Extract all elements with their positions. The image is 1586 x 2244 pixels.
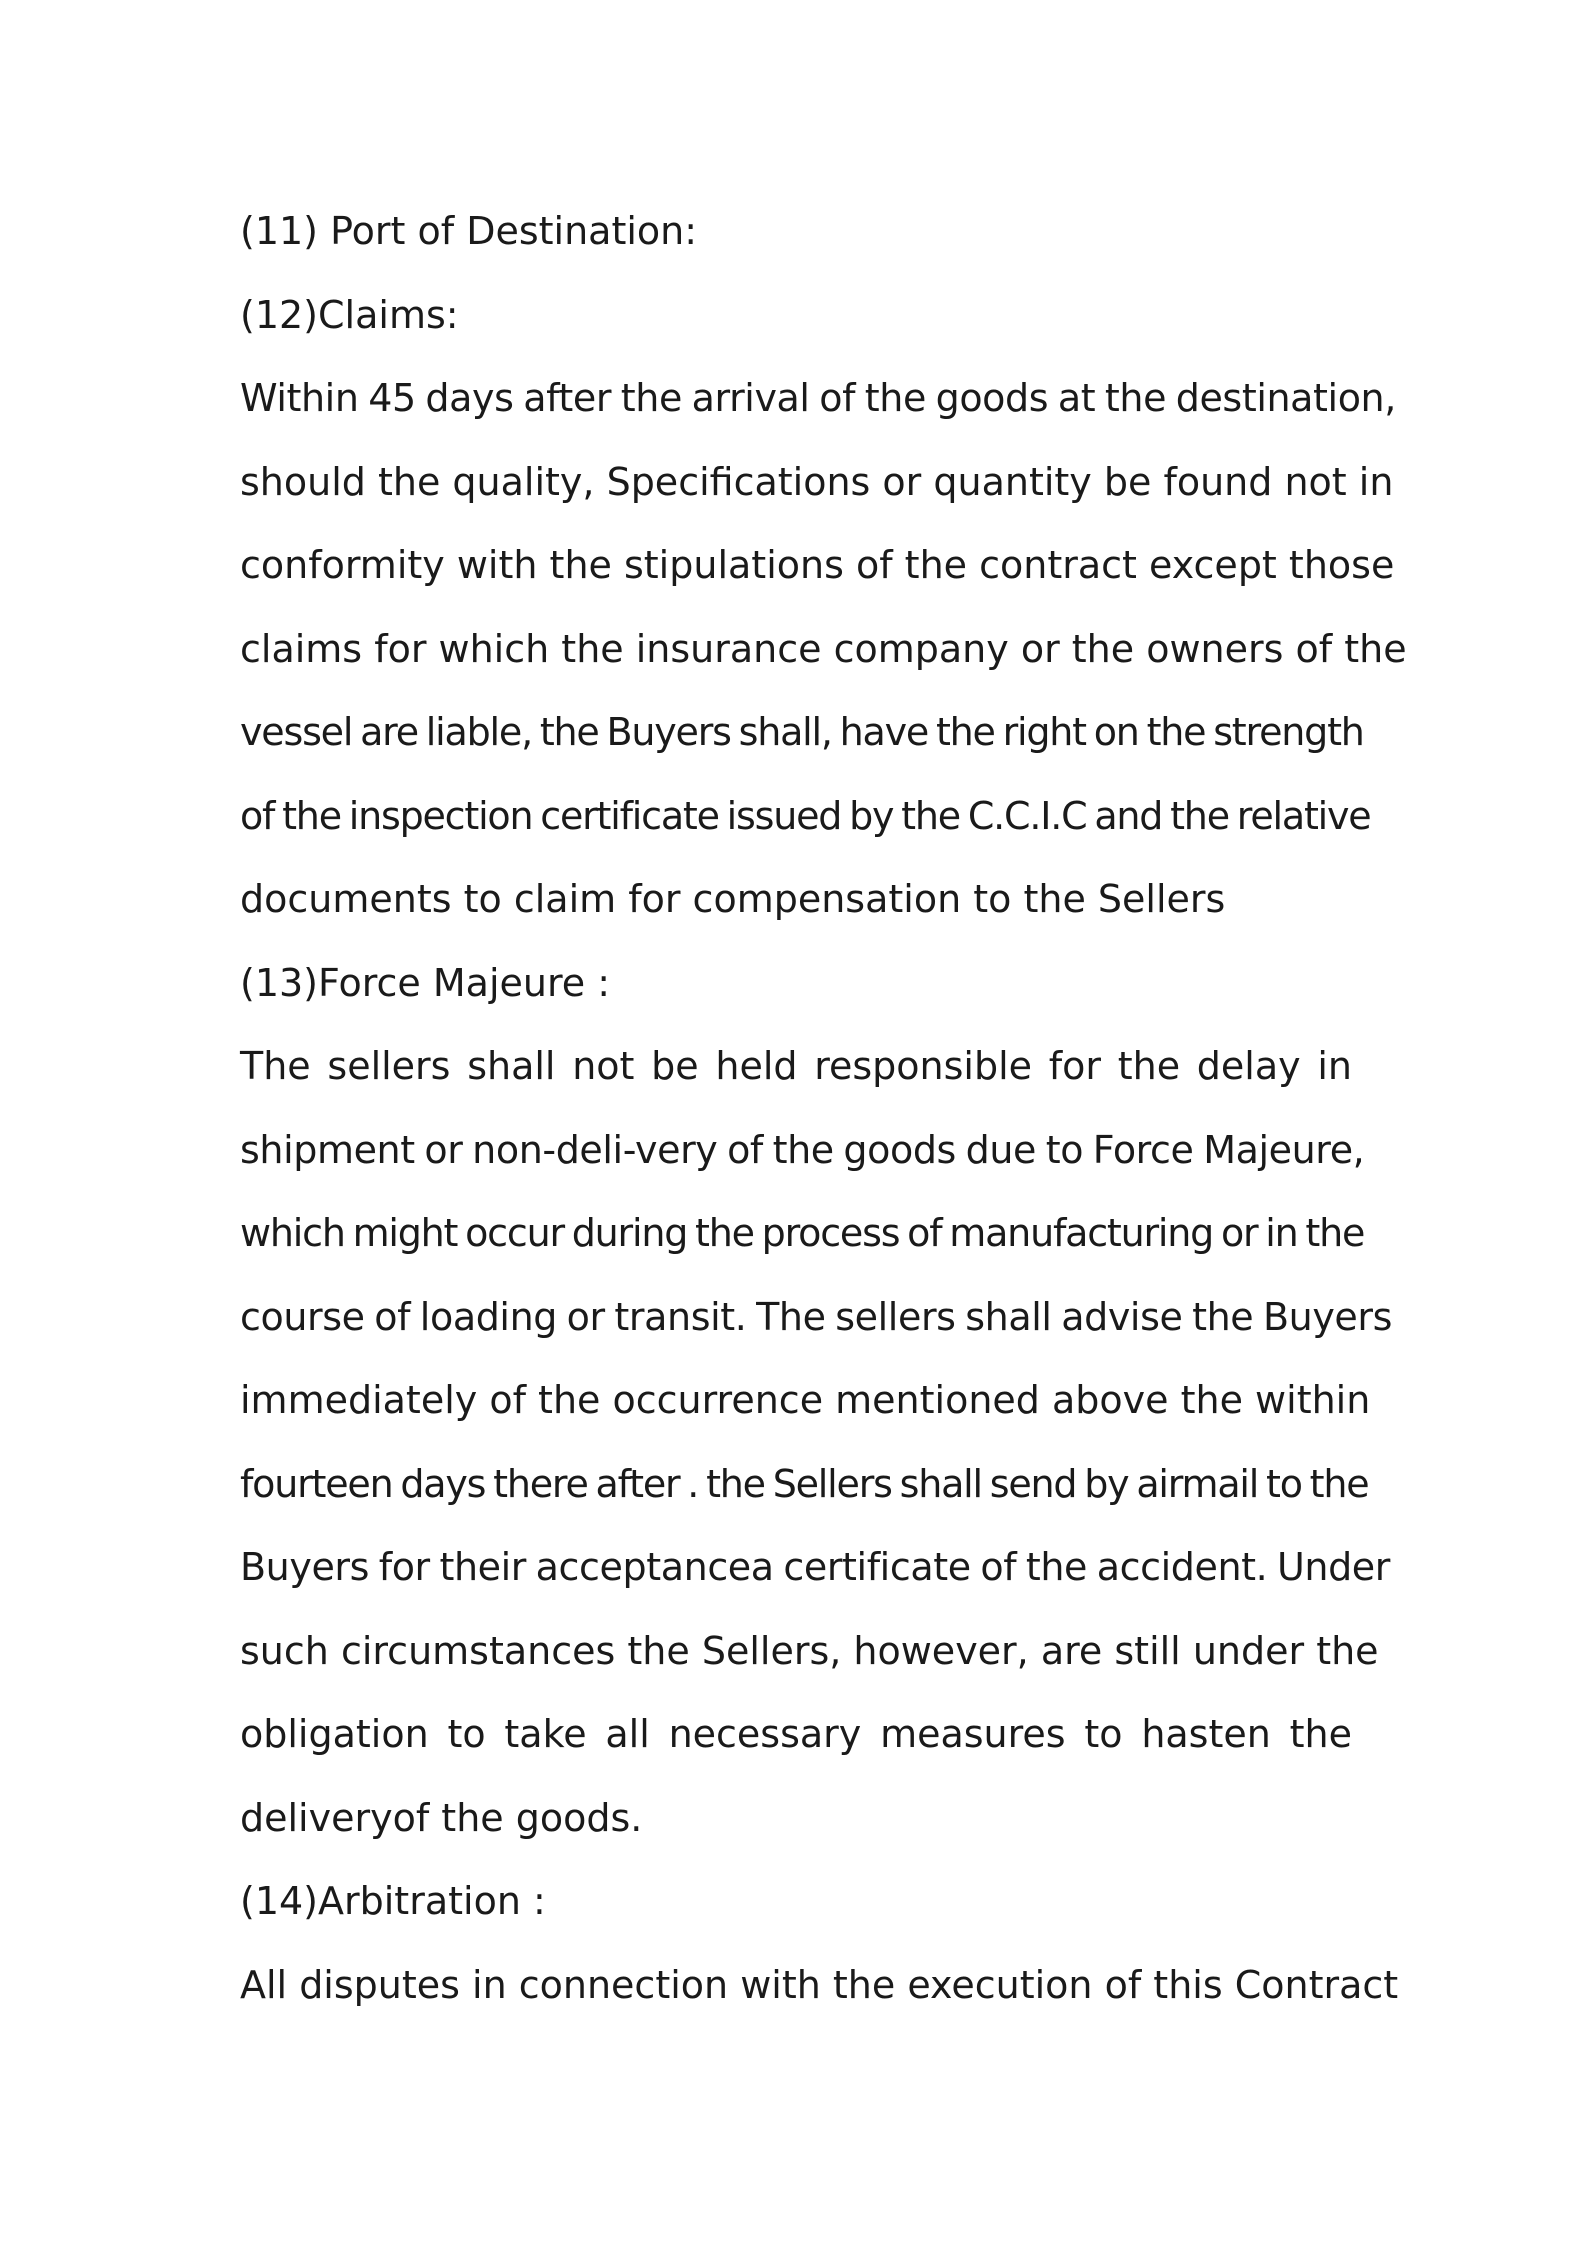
force-majeure-text-line: course of loading or transit. The sellers shall advise the Buyers [240, 1294, 1393, 1339]
heading-arbitration: (14)Arbitration : [240, 1879, 546, 1923]
force-majeure-text-line: obligation to take all necessary measures to hasten the [240, 1712, 1352, 1756]
claims-text-line: conformity with the stipulations of the contract except those [240, 543, 1395, 587]
heading-force-majeure: (13)Force Majeure : [240, 960, 611, 1005]
force-majeure-text-line: The sellers shall not be held responsible for the delay in [240, 1044, 1352, 1088]
force-majeure-text-line: immediately of the occurrence mentioned above the within [240, 1378, 1371, 1422]
force-majeure-text-line: such circumstances the Sellers, however, are still under the [240, 1628, 1379, 1673]
claims-text-line: Within 45 days after the arrival of the goods at the destination, [240, 376, 1396, 420]
force-majeure-text-line: deliveryof the goods. [240, 1795, 643, 1840]
claims-text-line: documents to claim for compensation to the Sellers [240, 877, 1226, 921]
claims-text-line: should the quality, Specifications or quantity be found not in [240, 459, 1394, 504]
force-majeure-text-line: Buyers for their acceptancea certificate of the accident. Under [240, 1545, 1391, 1589]
claims-text-line: claims for which the insurance company or the owners of the [240, 626, 1407, 671]
heading-port-of-destination: (11) Port of Destination: [240, 209, 698, 253]
force-majeure-text-line: shipment or non-deli-very of the goods due to Force Majeure, [240, 1127, 1365, 1172]
arbitration-text-line: All disputes in connection with the execution of this Contract [240, 1962, 1399, 2007]
heading-claims: (12)Claims: [240, 292, 459, 337]
force-majeure-text-line: which might occur during the process of manufacturing or in the [240, 1211, 1365, 1255]
document-page [240, 190, 1407, 2027]
force-majeure-text-line: fourteen days there after . the Sellers shall send by airmail to the [240, 1461, 1369, 1506]
claims-text-line: vessel are liable, the Buyers shall, have the right on the strength [240, 710, 1364, 754]
claims-text-line: of the inspection certificate issued by the C.C.I.C and the relative [240, 793, 1371, 838]
